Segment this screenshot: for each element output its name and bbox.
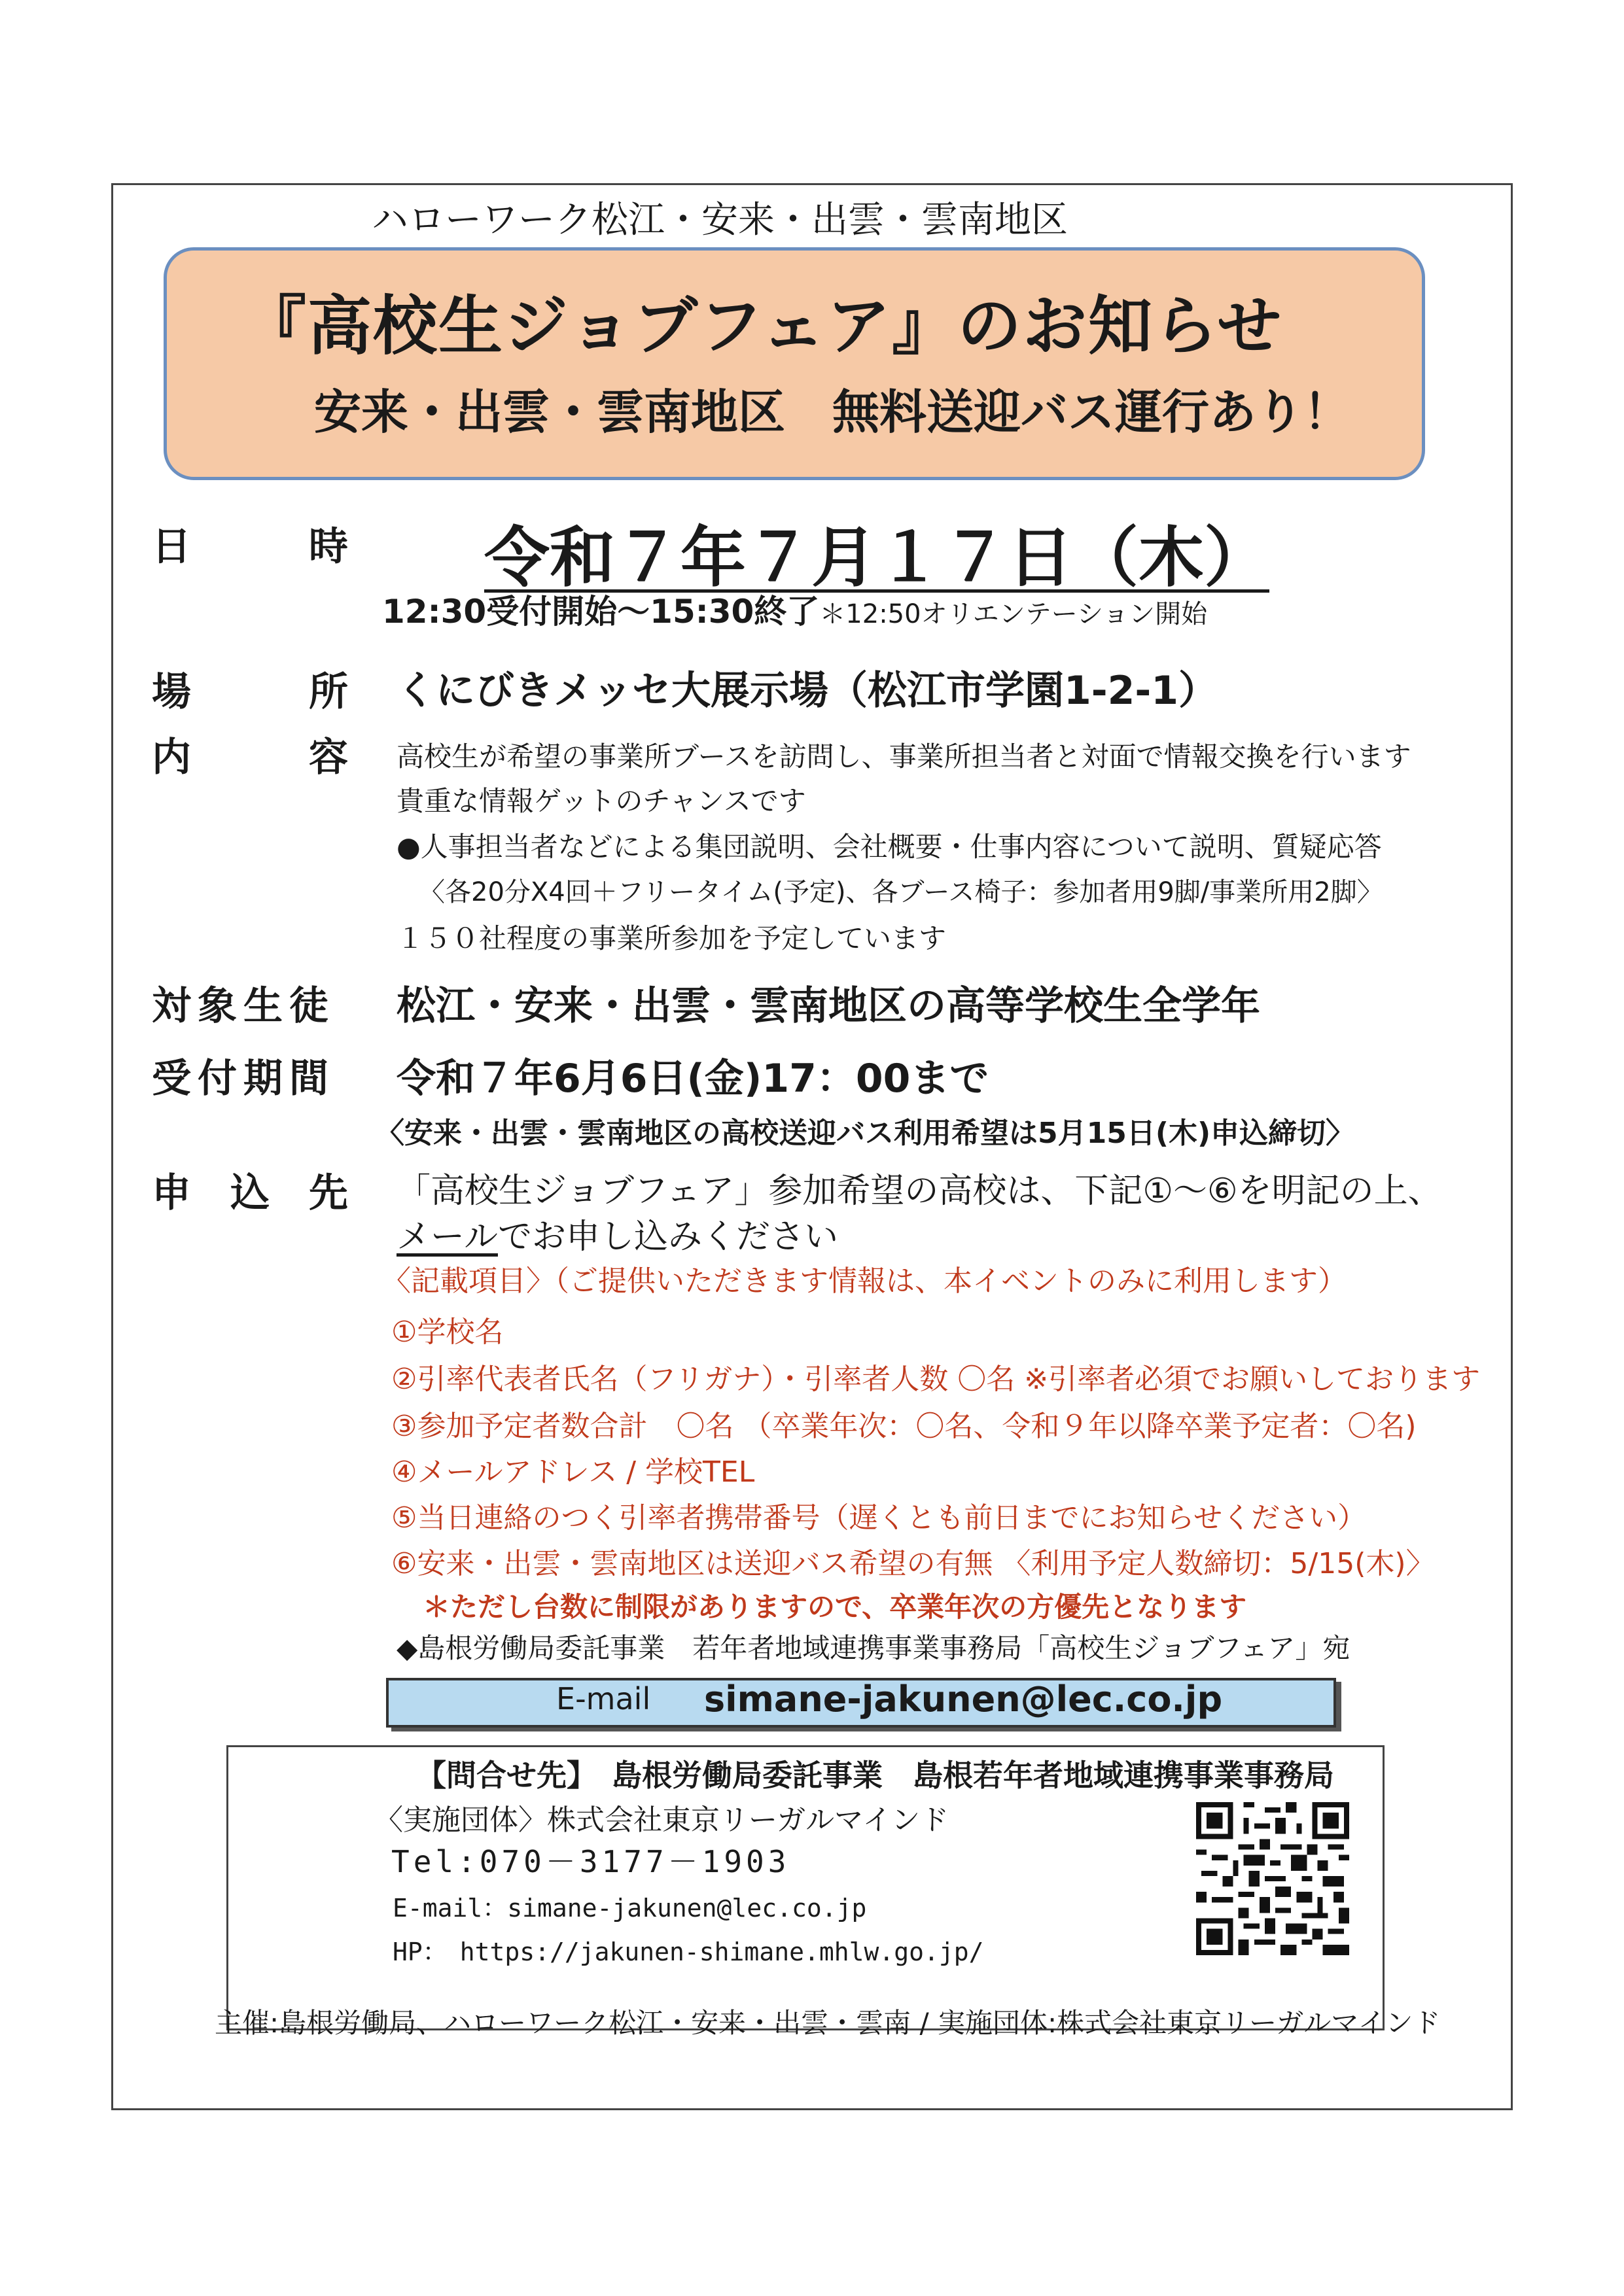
item-leader: ②引率代表者氏名（フリガナ）・引率者人数 〇名 ※引率者必須でお願いしております — [391, 1363, 1481, 1396]
page-title: 『高校生ジョブフェア』のお知らせ — [242, 289, 1283, 364]
target-label: 対象生徒 — [152, 983, 335, 1029]
apply-line2 — [397, 1209, 838, 1258]
period-label: 受付期間 — [152, 1056, 335, 1102]
items-note: ＊ただし台数に制限がありますので、卒業年次の方優先となります — [423, 1591, 1247, 1623]
time-range: 12:30受付開始～15:30終了 — [382, 593, 820, 631]
content-line: 貴重な情報ゲットのチャンスです — [397, 785, 806, 817]
region-heading: ハローワーク松江・安来・出雲・雲南地区 — [372, 199, 1068, 241]
item-school: ①学校名 — [391, 1315, 504, 1349]
recipient-line: ◆島根労働局委託事業 若年者地域連携事業事務局「高校生ジョブフェア」宛 — [397, 1632, 1350, 1664]
event-date: 令和７年７月１７日（木） — [484, 519, 1269, 596]
qr-code-icon[interactable] — [1196, 1802, 1349, 1955]
contact-tel: Tel:070－3177－1903 — [391, 1844, 790, 1879]
email-label: E-mail — [556, 1681, 651, 1716]
items-header: 〈記載項目〉（ご提供いただきます情報は、本イベントのみに利用します） — [382, 1264, 1347, 1298]
contact-org: 〈実施団体〉株式会社東京リーガルマインド — [374, 1803, 949, 1837]
footer-organizer: 主催:島根労働局、ハローワーク松江・安来・出雲・雲南 / 実施団体:株式会社東京リーガルマインド — [215, 2007, 1441, 2039]
email-address[interactable]: simane-jakunen@lec.co.jp — [704, 1679, 1223, 1720]
mail-underlined: メール — [397, 1217, 498, 1257]
apply-line2-rest: でお申し込みください — [497, 1217, 838, 1257]
target-text: 松江・安来・出雲・雲南地区の高等学校生全学年 — [397, 983, 1260, 1029]
time-note: ＊12:50オリエンテーション開始 — [819, 599, 1208, 629]
item-mail: ④メールアドレス / 学校TEL — [391, 1455, 755, 1489]
event-time — [382, 585, 1207, 633]
period-note: 〈安来・出雲・雲南地区の高校送迎バス利用希望は5月15日(木)申込締切〉 — [376, 1117, 1355, 1150]
content-line: １５０社程度の事業所参加を予定しています — [397, 922, 947, 954]
item-count: ③参加予定者数合計 〇名 （卒業年次：〇名、令和９年以降卒業予定者：〇名) — [391, 1410, 1417, 1443]
item-bus: ⑥安来・出雲・雲南地区は送迎バス希望の有無 〈利用予定人数締切：5/15(木)〉 — [391, 1547, 1435, 1580]
venue-label: 場 所 — [152, 669, 348, 715]
content-line: ●人事担当者などによる集団説明、会社概要・仕事内容について説明、質疑応答 — [397, 831, 1382, 863]
contact-hp[interactable]: HP： https://jakunen-shimane.mhlw.go.jp/ — [393, 1938, 984, 1966]
datetime-label: 日 時 — [152, 524, 348, 570]
content-line: 高校生が希望の事業所ブースを訪問し、事業所担当者と対面で情報交換を行います — [397, 740, 1411, 773]
content-line: 〈各20分X4回＋フリータイム(予定)、各ブース椅子：参加者用9脚/事業所用2脚〉 — [419, 877, 1383, 907]
item-phone: ⑤当日連絡のつく引率者携帯番号（遅くとも前日までにお知らせください） — [391, 1501, 1367, 1535]
venue-text: くにびきメッセ大展示場（松江市学園1-2-1） — [397, 668, 1218, 714]
contact-title: 【問合せ先】 島根労働局委託事業 島根若年者地域連携事業事務局 — [416, 1758, 1334, 1793]
page-subtitle: 安来・出雲・雲南地区 無料送迎バス運行あり！ — [314, 385, 1351, 440]
apply-line1: 「高校生ジョブフェア」参加希望の高校は、下記①～⑥を明記の上、 — [397, 1172, 1442, 1211]
apply-label: 申 込 先 — [152, 1170, 348, 1216]
period-text: 令和７年6月6日(金)17：00まで — [397, 1056, 989, 1102]
content-label: 内 容 — [152, 735, 348, 780]
contact-email[interactable]: E-mail：simane-jakunen@lec.co.jp — [393, 1894, 867, 1922]
